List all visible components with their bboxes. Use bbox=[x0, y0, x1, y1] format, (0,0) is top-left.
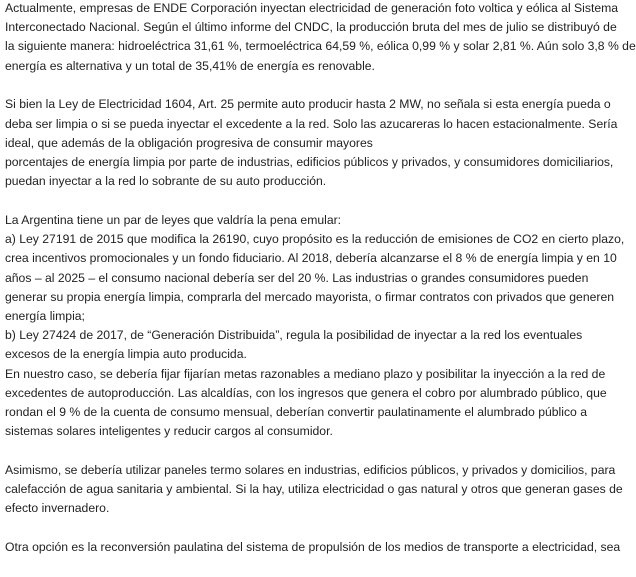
text-line: En nuestro caso, se debería fijar fijarían metas razonables a mediano plazo y posibilitar la inyección a la red de bbox=[5, 366, 606, 381]
paragraph-generation-mix bbox=[5, 0, 636, 76]
text-line: la siguiente manera: hidroeléctrica 31,61 %, termoeléctrica 64,59 %, eólica 0,99 % y solar 2,81 %. Aún solo 3,8 % de bbox=[5, 39, 636, 54]
text-line: Si bien la Ley de Electricidad 1604, Art. 25 permite auto producir hasta 2 MW, no señala si esta energía pueda o bbox=[5, 97, 611, 112]
text-line: energía limpia; bbox=[5, 309, 85, 323]
text-line: energía es alternativa y un total de 35,41% de energía es renovable. bbox=[5, 58, 375, 73]
text-line: deba ser limpia o si se pueda inyectar el excedente a la red. Solo las azucareras lo hacen estacionalmente. Sería bbox=[5, 116, 618, 131]
paragraph-argentina-laws bbox=[5, 211, 625, 441]
text-line: Actualmente, empresas de ENDE Corporación inyectan electricidad de generación foto voltica y eólica al Sistema bbox=[5, 1, 619, 15]
text-line: generar su propia energía limpia, comprarla del mercado mayorista, o firmar contratos con privados que generen bbox=[5, 289, 615, 304]
text-line: b) Ley 27424 de 2017, de “Generación Distribuida”, regula la posibilidad de inyectar a la red los eventuales bbox=[5, 328, 583, 343]
text-line: excedentes de autoproducción. Las alcaldías, con los ingresos que genera el cobro por alumbrado público, que bbox=[5, 385, 607, 400]
text-line: sistemas solares inteligentes y reducir cargos al consumidor. bbox=[5, 424, 333, 439]
text-line: excesos de la energía limpia auto producida. bbox=[5, 347, 247, 362]
paragraph-transport bbox=[5, 538, 621, 557]
text-line: crea incentivos promocionales y un fondo fiduciario. Al 2018, debería alcanzarse el 8 % de energía limpia y en 10 bbox=[5, 251, 617, 266]
text-line: rondan el 9 % de la cuenta de consumo mensual, deberían convertir paulatinamente el alumbrado público a bbox=[5, 404, 587, 419]
paragraph-electricity-law bbox=[5, 95, 618, 191]
text-line: Asimismo, se debería utilizar paneles termo solares en industrias, edificios públicos, y privados y domicilios, para bbox=[5, 463, 616, 477]
text-line: efecto invernadero. bbox=[5, 501, 110, 516]
text-line: años – al 2025 – el consumo nacional debería ser del 20 %. Las industrias o grandes consumidores pueden bbox=[5, 270, 589, 285]
text-line: porcentajes de energía limpia por parte de industrias, edificios públicos y privados, y consumidores domiciliarios, bbox=[5, 155, 614, 169]
text-line: a) Ley 27191 de 2015 que modifica la 26190, cuyo propósito es la reducción de emisiones de CO2 en cierto plazo, bbox=[5, 232, 625, 247]
text-line: Otra opción es la reconversión paulatina del sistema de propulsión de los medios de transporte a electricidad, sea bbox=[5, 540, 621, 555]
paragraph-solar-thermal bbox=[5, 461, 623, 519]
text-line: La Argentina tiene un par de leyes que valdría la pena emular: bbox=[5, 213, 342, 228]
article-body bbox=[5, 0, 636, 577]
text-line: calefacción de agua sanitaria y ambiental. Si la hay, utiliza electricidad o gas natural y otros que generan gases de bbox=[5, 482, 623, 497]
text-line: Interconectado Nacional. Según el último informe del CNDC, la producción bruta del mes de julio se distribuyó de bbox=[5, 20, 617, 35]
text-line: puedan inyectar a la red lo sobrante de su auto producción. bbox=[5, 174, 327, 189]
text-line: ideal, que además de la obligación progresiva de consumir mayores bbox=[5, 135, 373, 150]
